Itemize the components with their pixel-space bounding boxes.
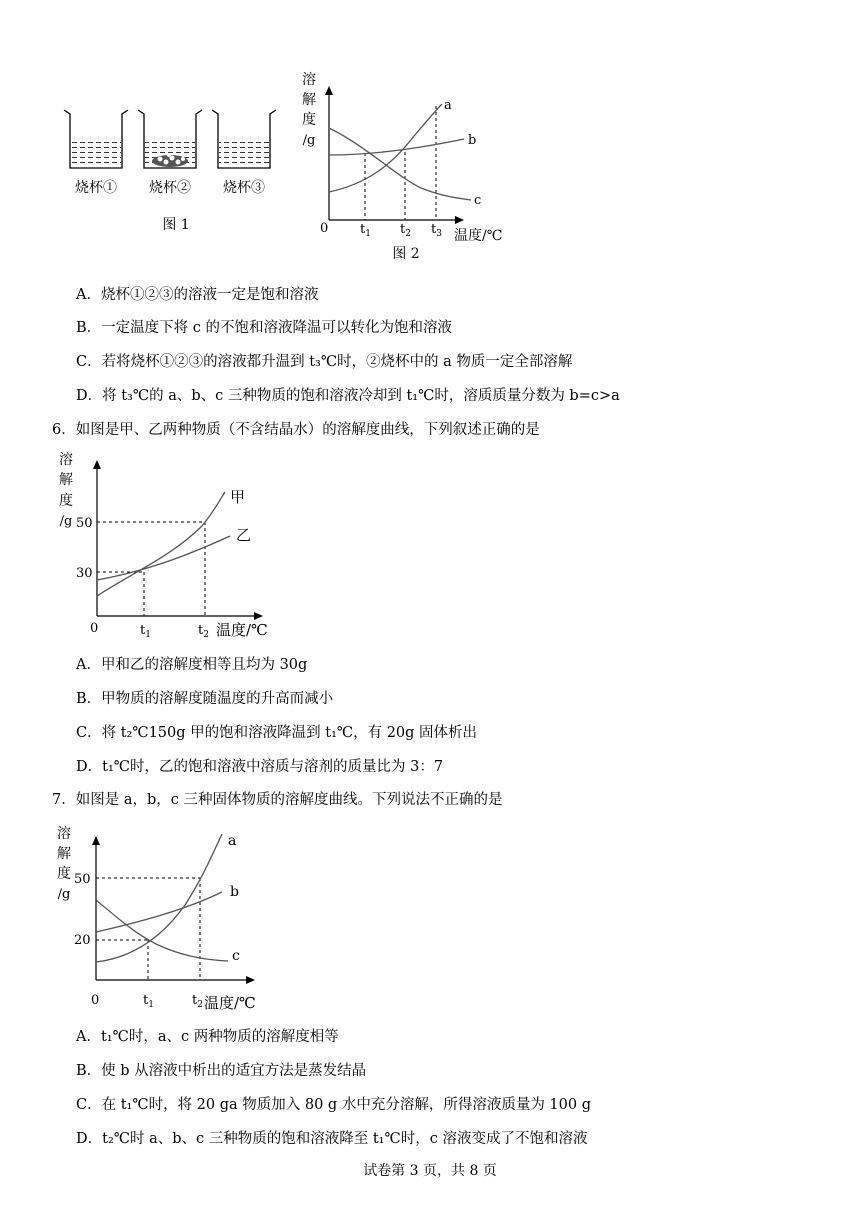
beaker-1 <box>64 110 128 168</box>
q6-option-c: C．将 t₂℃150g 甲的饱和溶液降温到 t₁℃，有 20g 固体析出 <box>76 725 478 741</box>
q6-xlabel: 温度/℃ <box>216 621 268 639</box>
fig2-x-arrow <box>455 216 464 224</box>
q7-ytick-20: 20 <box>74 933 91 948</box>
q6-y-arrow <box>93 460 101 469</box>
q6-ylabel-0: 溶 <box>59 452 73 468</box>
q7-y-arrow <box>92 836 100 845</box>
q7-option-d: D．t₂℃时 a、b、c 三种物质的饱和溶液降至 t₁℃时，c 溶液变成了不饱和溶液 <box>76 1131 588 1147</box>
q7-option-b: B．使 b 从溶液中析出的适宜方法是蒸发结晶 <box>76 1063 367 1079</box>
q6-option-b: B．甲物质的溶解度随温度的升高而减小 <box>76 691 334 707</box>
q6-option-d: D．t₁℃时，乙的饱和溶液中溶质与溶剂的质量比为 3：7 <box>76 759 444 775</box>
q5-option-d: D．将 t₃℃的 a、b、c 三种物质的饱和溶液冷却到 t₁℃时，溶质质量分数为 b=c>a <box>76 388 620 404</box>
q7-ylabel-1: 解 <box>57 846 71 862</box>
q7-xlabel: 温度/℃ <box>204 994 256 1012</box>
fig2-series-a: a <box>444 98 452 113</box>
q6-series-jia: 甲 <box>230 488 246 506</box>
beaker-3 <box>212 110 276 168</box>
fig2-origin: 0 <box>320 221 329 236</box>
q7-ylabel-3: /g <box>57 887 71 902</box>
fig2-series-b: b <box>468 133 477 148</box>
figure-2-caption: 图 2 <box>392 246 420 262</box>
q6-curve-yi <box>97 536 230 580</box>
beaker-2 <box>138 110 202 168</box>
q6-ytick-50: 50 <box>76 516 93 531</box>
q6-chart <box>52 448 292 648</box>
q6-ytick-30: 30 <box>76 566 93 581</box>
q6-origin: 0 <box>90 621 99 636</box>
fig2-series-c: c <box>474 193 482 208</box>
fig2-ylabel-2: 度 <box>302 112 316 128</box>
fig2-xtick-2: $t_2$ <box>400 222 411 239</box>
q6-ylabel-3: /g <box>59 514 73 529</box>
fig2-y-arrow <box>325 86 333 95</box>
figure-1-beakers <box>56 100 286 240</box>
beaker-3-label: 烧杯③ <box>223 180 265 196</box>
q7-ylabel-0: 溶 <box>57 826 71 842</box>
q7-origin: 0 <box>91 993 100 1008</box>
figure-2-chart <box>296 66 516 266</box>
fig2-curve-c <box>329 128 471 200</box>
q7-option-a: A．t₁℃时，a、c 两种物质的溶解度相等 <box>76 1029 339 1045</box>
fig2-ylabel-3: /g <box>302 133 316 148</box>
q6-xtick-2: $t_2$ <box>198 623 209 640</box>
fig2-xtick-3: $t_3$ <box>431 222 442 239</box>
page-footer: 试卷第 3 页，共 8 页 <box>363 1163 497 1179</box>
q7-stem: 7．如图是 a，b，c 三种固体物质的溶解度曲线。下列说法不正确的是 <box>52 792 503 808</box>
q6-ylabel-1: 解 <box>59 472 73 488</box>
q7-series-c: c <box>232 948 240 964</box>
q7-option-c: C．在 t₁℃时，将 20 ga 物质加入 80 g 水中充分溶解，所得溶液质量为 100 g <box>76 1097 592 1113</box>
beaker-1-label: 烧杯① <box>75 180 117 196</box>
q7-curve-b <box>96 892 222 932</box>
q7-series-b: b <box>230 884 239 900</box>
q5-option-b: B．一定温度下将 c 的不饱和溶液降温可以转化为饱和溶液 <box>76 320 452 336</box>
q6-x-arrow <box>254 612 263 620</box>
q6-curve-jia <box>97 492 225 596</box>
q7-xtick-1: $t_1$ <box>143 993 154 1010</box>
figure-1-caption: 图 1 <box>162 217 190 233</box>
q6-xtick-1: $t_1$ <box>140 623 151 640</box>
fig2-xlabel: 温度/℃ <box>454 228 503 244</box>
fig2-ylabel-1: 解 <box>302 92 316 108</box>
fig2-ylabel-0: 溶 <box>302 72 316 88</box>
q5-option-a: A．烧杯①②③的溶液一定是饱和溶液 <box>76 287 319 303</box>
q7-curve-a <box>96 834 222 962</box>
q5-option-c: C．若将烧杯①②③的溶液都升温到 t₃℃时，②烧杯中的 a 物质一定全部溶解 <box>76 354 573 370</box>
beaker-2-label: 烧杯② <box>149 180 191 196</box>
q6-ylabel-2: 度 <box>59 493 73 509</box>
q7-chart <box>50 820 280 1020</box>
fig2-curve-b <box>329 139 464 155</box>
q6-stem: 6．如图是甲、乙两种物质（不含结晶水）的溶解度曲线，下列叙述正确的是 <box>52 422 540 438</box>
q7-ylabel-2: 度 <box>57 866 71 882</box>
q7-ytick-50: 50 <box>74 872 91 887</box>
q7-series-a: a <box>228 833 237 849</box>
q6-option-a: A．甲和乙的溶解度相等且均为 30g <box>76 657 308 673</box>
q6-series-yi: 乙 <box>236 526 252 544</box>
q7-x-arrow <box>246 976 255 984</box>
fig2-curve-a <box>329 104 442 192</box>
fig2-xtick-1: $t_1$ <box>360 222 371 239</box>
q7-xtick-2: $t_2$ <box>192 993 203 1010</box>
